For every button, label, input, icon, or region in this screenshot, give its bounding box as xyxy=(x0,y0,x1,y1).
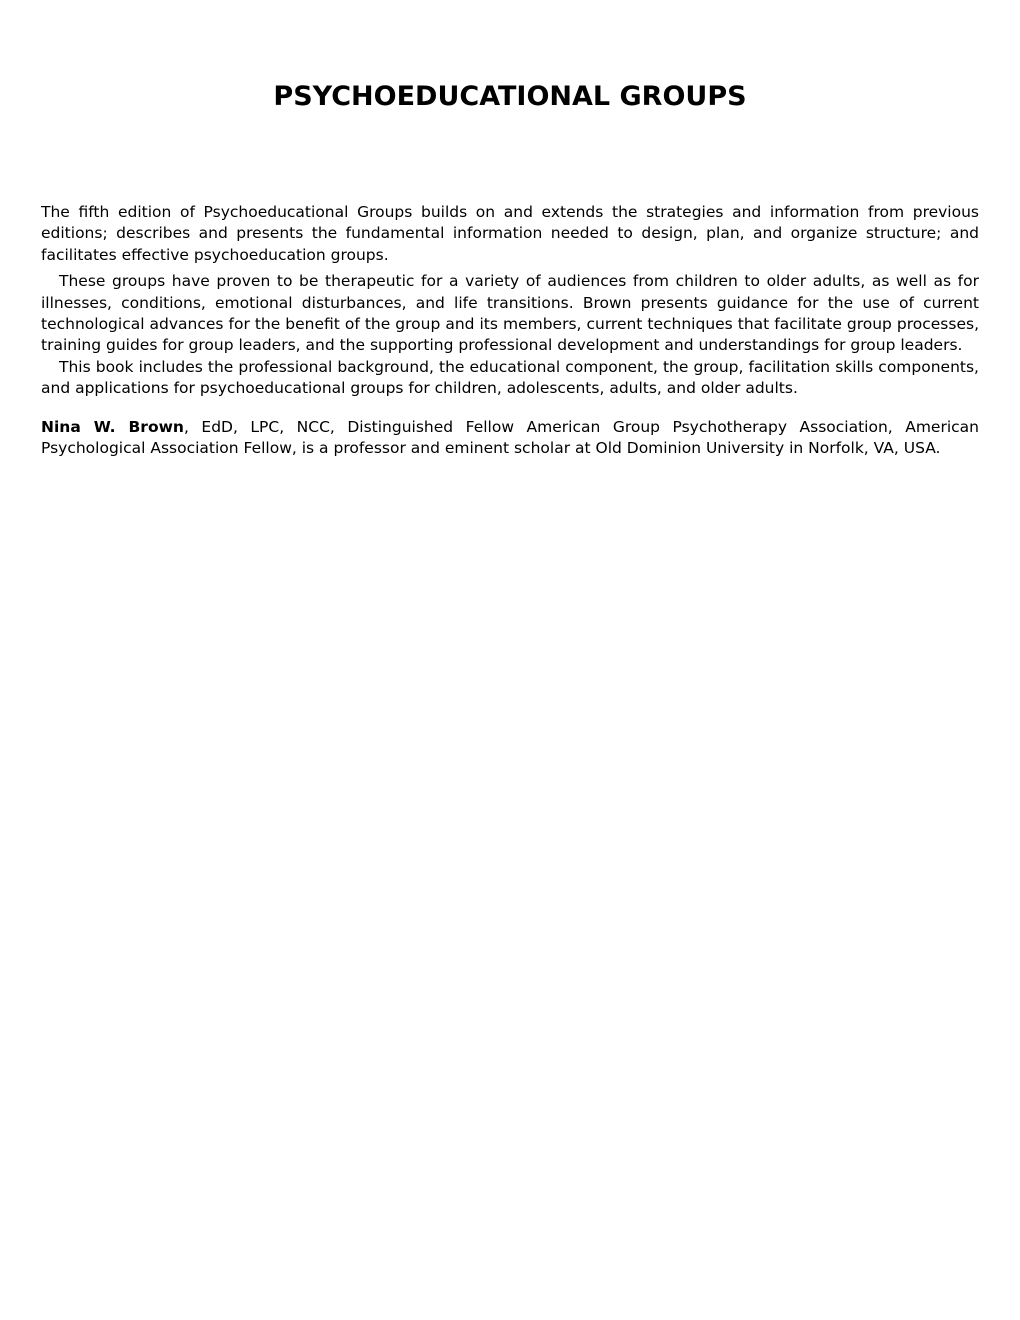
author-name: Nina W. Brown xyxy=(41,417,184,436)
author-bio xyxy=(41,417,979,460)
description-body xyxy=(41,202,979,400)
description-paragraph-3: This book includes the professional background, the educational component, the group, facilitation skills components, and applications for psychoeducational groups for children, adolescents, adults, and older adults. xyxy=(41,357,979,398)
page-title: PSYCHOEDUCATIONAL GROUPS xyxy=(273,81,747,112)
description-paragraph-2: These groups have proven to be therapeutic for a variety of audiences from children to older adults, as well as for illnesses, conditions, emotional disturbances, and life transitions. Brown presents guidance for the use of current technological advances for the benefit of the group and its members, current techniques that facilitate group processes, training guides for group leaders, and the supporting professional development and understandings for group leaders. xyxy=(41,272,979,355)
description-paragraph-1: The fifth edition of Psychoeducational Groups builds on and extends the strategies and information from previous editions; describes and presents the fundamental information needed to design, plan, and organize structure; and facilitates effective psychoeducation groups. xyxy=(41,203,979,264)
author-bio-paragraph xyxy=(41,417,979,460)
author-bio-text: , EdD, LPC, NCC, Distinguished Fellow American Group Psychotherapy Association, American Psychological Association Fellow, is a professor and eminent scholar at Old Dominion University in Norfolk, VA, USA. xyxy=(41,417,979,458)
